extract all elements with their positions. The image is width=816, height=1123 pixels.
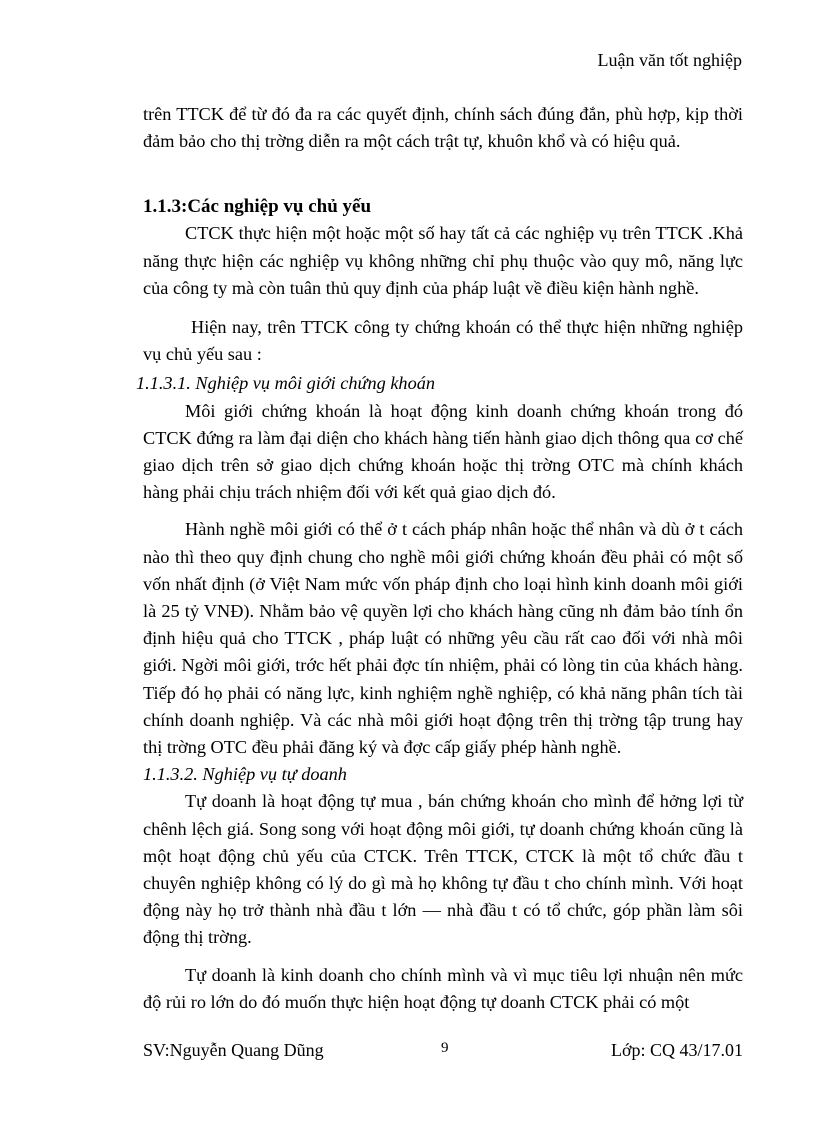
subsection-heading-brokerage: 1.1.3.1. Nghiệp vụ môi giới chứng khoán xyxy=(136,373,435,394)
paragraph-current-operations: Hiện nay, trên TTCK công ty chứng khoán có thể thực hiện những nghiệp vụ chủ yếu sau : xyxy=(143,317,743,365)
paragraph-operations: CTCK thực hiện một hoặc một số hay tất cả các nghiệp vụ trên TTCK .Khả năng thực hiện các nghiệp vụ không những chỉ phụ thuộc vào quy mô, năng lực của công ty mà còn tuân thủ quy định của pháp luật về điều kiện hành nghề. xyxy=(143,223,743,298)
page-body xyxy=(136,101,743,1016)
running-header: Luận văn tốt nghiệp xyxy=(597,50,742,70)
page-number: 9 xyxy=(441,1040,449,1056)
paragraph-brokerage-definition: Môi giới chứng khoán là hoạt động kinh doanh chứng khoán trong đó CTCK đứng ra làm đại diện cho khách hàng tiến hành giao dịch thông qua cơ chế giao dịch trên sở giao dịch chứng khoán hoặc thị trờng OTC mà chính khách hàng phải chịu trách nhiệm đối với kết quả giao dịch đó. xyxy=(143,400,743,503)
paragraph-proprietary-definition: Tự doanh là hoạt động tự mua , bán chứng khoán cho mình để hởng lợi từ chênh lệch giá. Song song với hoạt động môi giới, tự doanh chứng khoán cũng là một hoạt động chủ yếu của CTCK. Trên TTCK, CTCK là một tổ chức đầu t chuyên nghiệp không có lý do gì mà họ không tự đầu t cho chính mình. Với hoạt động này họ trở thành nhà đầu t lớn — nhà đầu t có tổ chức, góp phần làm sôi động thị trờng. xyxy=(143,791,743,948)
footer-student-name: SV:Nguyễn Quang Dũng xyxy=(143,1040,324,1060)
intro-paragraph: trên TTCK để từ đó đa ra các quyết định, chính sách đúng đắn, phù hợp, kịp thời đảm bảo cho thị trờng diễn ra một cách trật tự, khuôn khổ và có hiệu quả. xyxy=(143,104,743,152)
footer-class: Lớp: CQ 43/17.01 xyxy=(610,1040,743,1060)
section-heading: 1.1.3:Các nghiệp vụ chủ yếu xyxy=(143,196,372,218)
paragraph-proprietary-risk: Tự doanh là kinh doanh cho chính mình và vì mục tiêu lợi nhuận nên mức độ rủi ro lớn do đó muốn thực hiện hoạt động tự doanh CTCK phải có một xyxy=(143,964,743,1012)
paragraph-brokerage-requirements: Hành nghề môi giới có thể ở t cách pháp nhân hoặc thể nhân và dù ở t cách nào thì theo quy định chung cho nghề môi giới chứng khoán đều phải có một số vốn nhất định (ở Việt Nam mức vốn pháp định cho loại hình kinh doanh môi giới là 25 tỷ VNĐ). Nhằm bảo vệ quyền lợi cho khách hàng cũng nh đảm bảo tính ổn định hiệu quả cho TTCK , pháp luật có những yêu cầu rất cao đối với nhà môi giới. Ngời môi giới, trớc hết phải đợc tín nhiệm, phải có lòng tin của khách hàng. Tiếp đó họ phải có năng lực, kinh nghiệm nghề nghiệp, có khả năng phân tích tài chính doanh nghiệp. Và các nhà môi giới hoạt động trên thị trờng tập trung hay thị trờng OTC đều phải đăng ký và đợc cấp giấy phép hành nghề. xyxy=(143,519,743,758)
subsection-heading-proprietary: 1.1.3.2. Nghiệp vụ tự doanh xyxy=(143,764,347,785)
